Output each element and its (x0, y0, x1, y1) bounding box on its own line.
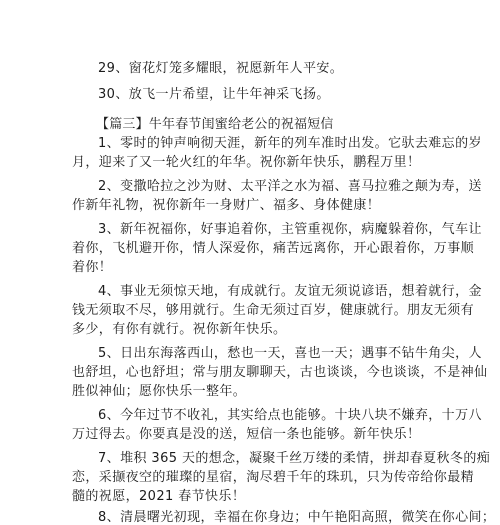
list-item-30: 30、放飞一片希望，让牛年神采飞扬。 (98, 87, 330, 102)
paragraph-2-line-2: 作新年礼物，祝你新年一身财广、福多、身体健康！ (72, 198, 381, 213)
paragraph-8-line-1: 8、清晨曙光初现，幸福在你身边；中午艳阳高照，微笑在你心间； (98, 510, 496, 525)
paragraph-3-line-2: 着你，飞机避开你，情人深爱你，痛苦远离你，开心跟着你，万事顺 (72, 241, 475, 256)
paragraph-2-line-1: 2、变撒哈拉之沙为财、太平洋之水为福、喜马拉雅之颠为寿，送 (98, 179, 482, 194)
paragraph-4-line-1: 4、事业无须惊天地，有成就行。友谊无须说谚语，想着就行，金 (98, 284, 482, 299)
paragraph-6-line-1: 6、今年过节不收礼，其实给点也能够。十块八块不嫌弃，十万八 (98, 408, 482, 423)
paragraph-7-line-3: 髓的祝愿，2021 春节快乐！ (72, 489, 246, 504)
paragraph-5-line-2: 也舒坦，心也舒坦；常与朋友聊聊天，古也谈谈，今也谈谈，不是神仙 (72, 365, 488, 380)
paragraph-6-line-2: 万过得去。你要真是没的送，短信一条也能够。新年快乐！ (72, 427, 421, 442)
paragraph-4-line-3: 多少，有你有就行。祝你新年快乐。 (72, 322, 287, 337)
paragraph-1-line-1: 1、零时的钟声响彻天涯，新年的列车准时出发。它驮去难忘的岁 (98, 136, 482, 151)
paragraph-5-line-1: 5、日出东海落西山，愁也一天，喜也一天；遇事不钻牛角尖，人 (98, 346, 482, 361)
paragraph-4-line-2: 钱无须取不尽，够用就行。生命无须过百岁，健康就行。朋友无须有 (72, 303, 475, 318)
section-heading: 【篇三】牛年春节闺蜜给老公的祝福短信 (96, 117, 334, 132)
paragraph-3-line-3: 着你！ (72, 260, 113, 275)
paragraph-7-line-1: 7、堆积 365 天的想念，凝聚千丝万缕的柔情，拼却春夏秋冬的痴 (98, 451, 491, 466)
paragraph-3-line-1: 3、新年祝福你，好事追着你，主管重视你，病魔躲着你，气车让 (98, 222, 482, 237)
list-item-29: 29、窗花灯笼多耀眼，祝愿新年人平安。 (98, 61, 344, 76)
paragraph-1-line-2: 月，迎来了又一轮火红的年华。祝你新年快乐，鹏程万里！ (72, 155, 421, 170)
paragraph-5-line-3: 胜似神仙；愿你快乐一整年。 (72, 384, 247, 399)
paragraph-7-line-2: 恋，采撷夜空的璀璨的星宿，淘尽碧千年的珠玑，只为传帝给你最精 (72, 470, 475, 485)
